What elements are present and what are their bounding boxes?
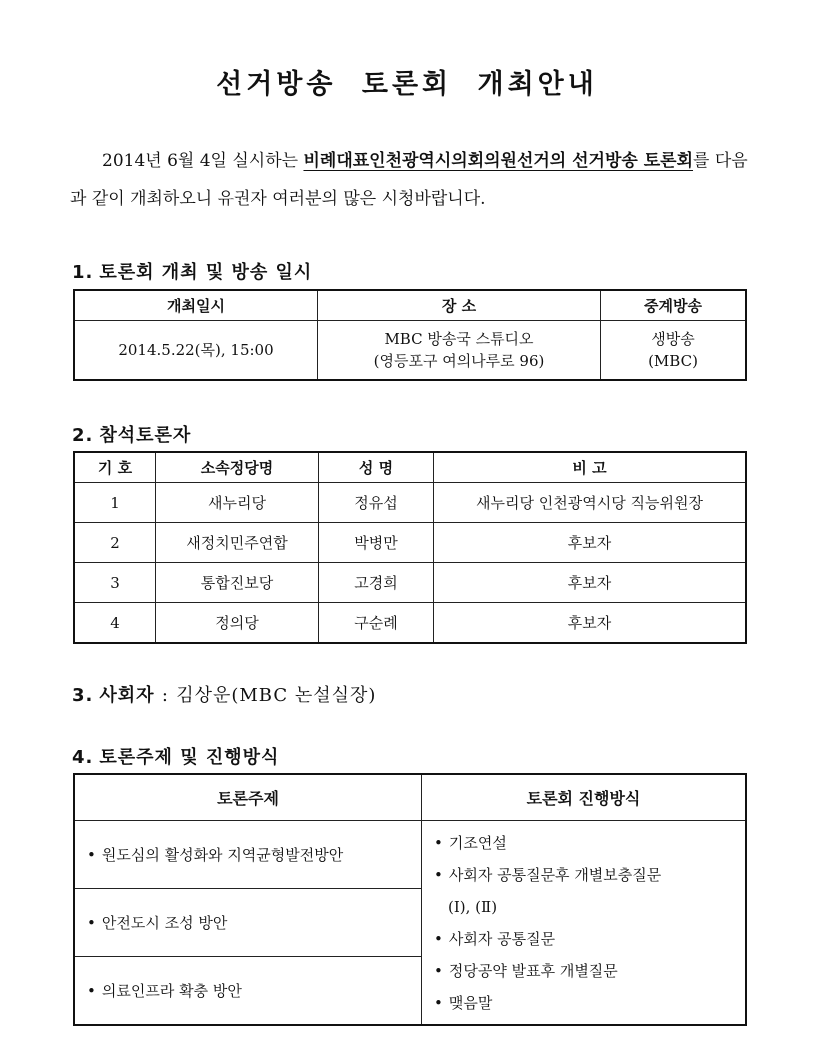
section2-number: 2.	[72, 425, 94, 446]
participants-table	[73, 451, 747, 644]
bullet: •	[87, 846, 96, 864]
schedule-broadcast	[601, 321, 747, 381]
topic-item: • 원도심의 활성화와 지역균형발전방안	[74, 821, 422, 889]
section4-number: 4.	[72, 747, 94, 768]
topic-item: • 안전도시 조성 방안	[74, 889, 422, 957]
participants-header-party: 소속정당명	[156, 452, 319, 483]
participant-note: 새누리당 인천광역시당 직능위원장	[434, 483, 747, 523]
schedule-place-line2: (영등포구 여의나루로 96)	[373, 352, 545, 370]
moderator-name: 김상운(MBC 논설실장)	[176, 685, 377, 706]
intro-before: 2014년 6월 4일 실시하는	[102, 151, 299, 171]
participant-party: 통합진보당	[156, 563, 319, 603]
participant-party: 새누리당	[156, 483, 319, 523]
schedule-broadcast-line2: (MBC)	[648, 352, 698, 370]
bullet: •	[87, 914, 96, 932]
schedule-table	[73, 289, 747, 381]
procedure-item: • 정당공약 발표후 개별질문	[434, 961, 618, 980]
procedure-item: • 기조연설	[434, 833, 507, 852]
participant-name: 고경희	[319, 563, 434, 603]
section1-heading	[72, 258, 312, 284]
participant-no: 1	[74, 483, 156, 523]
schedule-datetime: 2014.5.22(목), 15:00	[74, 321, 318, 381]
section2-title: 참석토론자	[99, 425, 192, 446]
section3-heading	[72, 681, 376, 707]
participant-name: 구순례	[319, 603, 434, 644]
participant-no: 2	[74, 523, 156, 563]
topic-item: • 의료인프라 확충 방안	[74, 957, 422, 1026]
section4-heading	[72, 743, 279, 769]
section3-title: 사회자	[99, 685, 155, 706]
participant-note: 후보자	[434, 603, 747, 644]
participant-name: 정유섭	[319, 483, 434, 523]
participant-note: 후보자	[434, 563, 747, 603]
schedule-place	[318, 321, 601, 381]
topics-header-procedure: 토론회 진행방식	[422, 774, 747, 821]
procedure-list	[422, 821, 747, 1026]
procedure-item: • 사회자 공통질문후 개별보충질문	[434, 865, 662, 884]
schedule-place-line1: MBC 방송국 스튜디오	[384, 330, 534, 348]
schedule-header-datetime: 개최일시	[74, 290, 318, 321]
topics-header-topic: 토론주제	[74, 774, 422, 821]
procedure-item: • 사회자 공통질문	[434, 929, 556, 948]
participant-no: 4	[74, 603, 156, 644]
table-row	[74, 603, 746, 644]
schedule-header-place: 장 소	[318, 290, 601, 321]
procedure-item: • 맺음말	[434, 993, 493, 1012]
section1-number: 1.	[72, 262, 94, 283]
topics-table	[73, 773, 747, 1026]
section1-title: 토론회 개최 및 방송 일시	[99, 262, 313, 283]
section2-heading	[72, 421, 191, 447]
section4-title: 토론주제 및 진행방식	[99, 747, 280, 768]
page-title: 선거방송 토론회 개최안내	[216, 69, 598, 100]
participant-no: 3	[74, 563, 156, 603]
schedule-broadcast-line1: 생방송	[651, 330, 695, 348]
table-row	[74, 523, 746, 563]
participant-note: 후보자	[434, 523, 747, 563]
intro-paragraph	[70, 142, 760, 218]
schedule-header-broadcast: 중계방송	[601, 290, 747, 321]
section3-number: 3.	[72, 685, 94, 706]
intro-after: 를 다음과 같이 개최하오니 유권자 여러분의 많은 시청바랍니다.	[70, 151, 748, 209]
participant-party: 새정치민주연합	[156, 523, 319, 563]
participants-header-no: 기 호	[74, 452, 156, 483]
participant-name: 박병만	[319, 523, 434, 563]
bullet: •	[87, 982, 96, 1000]
participants-header-note: 비 고	[434, 452, 747, 483]
table-row	[74, 563, 746, 603]
participants-header-name: 성 명	[319, 452, 434, 483]
participant-party: 정의당	[156, 603, 319, 644]
table-row	[74, 483, 746, 523]
section3-colon: :	[161, 685, 169, 706]
procedure-item-continued: (Ⅰ), (Ⅱ)	[448, 897, 498, 916]
intro-emphasis: 비례대표인천광역시의회의원선거의 선거방송 토론회	[303, 151, 694, 171]
